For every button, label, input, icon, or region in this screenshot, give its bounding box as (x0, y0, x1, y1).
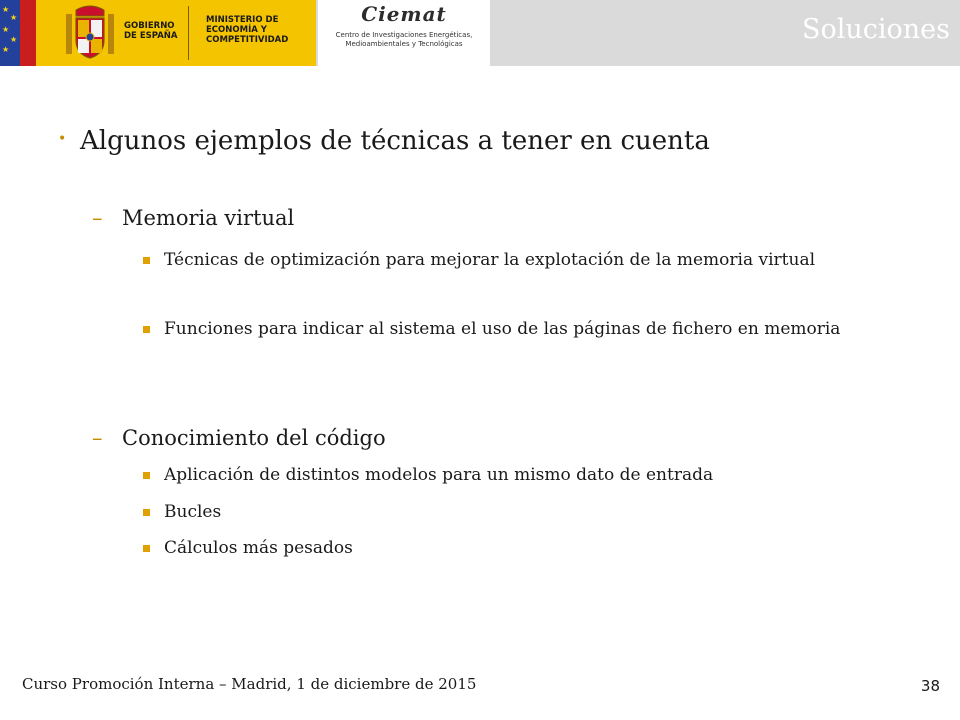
section-title: Memoria virtual (122, 206, 295, 230)
list-item-text: Bucles (164, 502, 222, 522)
footer-text: Curso Promoción Interna – Madrid, 1 de diciembre de 2015 (22, 675, 477, 693)
square-bullet-icon (143, 509, 150, 516)
list-item-text: Funciones para indicar al sistema el uso de las páginas de fichero en memoria (164, 319, 841, 339)
slide-content (0, 66, 960, 666)
square-bullet-icon (143, 472, 150, 479)
square-bullet-icon (143, 326, 150, 333)
logo-divider (188, 6, 189, 60)
ciemat-caption: Centro de Investigaciones Energéticas, Medioambientales y Tecnológicas (335, 31, 473, 48)
ciemat-logo: Ciemat (361, 2, 447, 26)
header-band (0, 0, 960, 66)
list-item-text: Técnicas de optimización para mejorar la explotación de la memoria virtual (164, 250, 816, 270)
coat-of-arms-icon (62, 4, 118, 62)
main-heading: Algunos ejemplos de técnicas a tener en cuenta (80, 126, 710, 156)
square-bullet-icon (143, 257, 150, 264)
square-bullet-icon (143, 545, 150, 552)
eu-flag-icon: ★ ★ ★ ★ ★ (0, 0, 20, 66)
dash-bullet: – (92, 206, 103, 230)
ministry-label: MINISTERIO DE ECONOMÍA Y COMPETITIVIDAD (206, 15, 289, 45)
section-title: Conocimiento del código (122, 426, 386, 450)
spain-flag-stripe (20, 0, 36, 66)
bullet-dot-icon: • (58, 131, 67, 147)
list-item-text: Cálculos más pesados (164, 538, 353, 558)
list-item-text: Aplicación de distintos modelos para un mismo dato de entrada (164, 465, 714, 485)
government-label: GOBIERNO DE ESPAÑA (124, 21, 178, 41)
slide-title: Soluciones (801, 14, 950, 45)
dash-bullet: – (92, 426, 103, 450)
government-logo-block (0, 0, 316, 66)
page-number: 38 (920, 677, 940, 695)
ciemat-logo-block (318, 0, 490, 66)
